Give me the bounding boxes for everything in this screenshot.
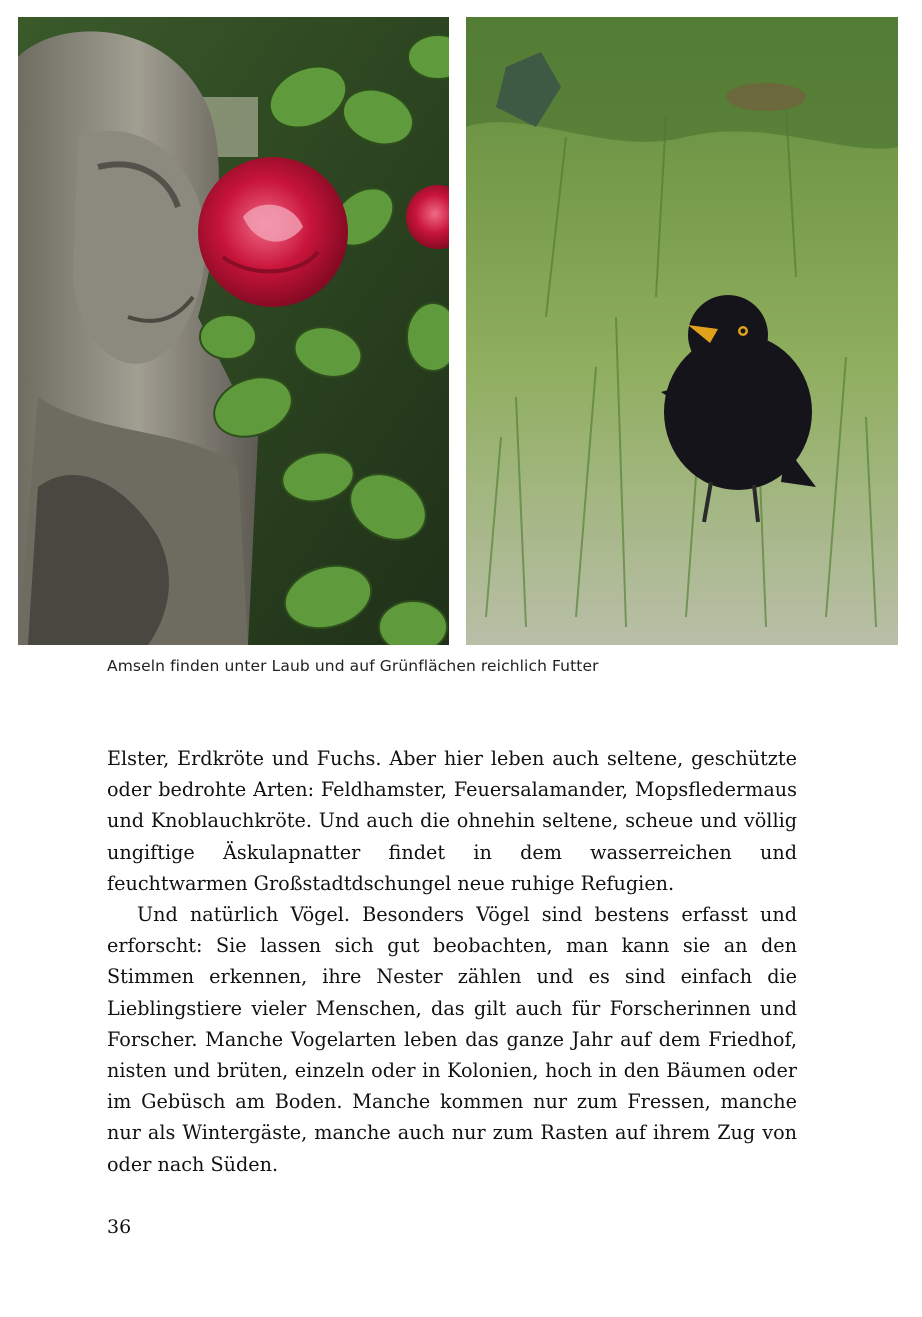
blackbird-illustration (466, 17, 898, 645)
figure-caption: Amseln finden unter Laub und auf Grünflächen reichlich Futter (107, 657, 599, 675)
paragraph-2: Und natürlich Vögel. Besonders Vögel sind bestens erfasst und erforscht: Sie lassen sich gut beobachten, man kann sie an den Stimmen erkennen, ihre Nester zählen und es sind einfach die Lieblingstiere vieler Menschen, das gilt auch für Forscherinnen und Forscher. Manche Vogelarten leben das ganze Jahr auf dem Friedhof, nisten und brüten, einzeln oder in Kolonien, hoch in den Bäumen oder im Gebüsch am Boden. Manche kommen nur zum Fressen, manche nur als Wintergäste, manche auch nur zum Rasten auf ihrem Zug von oder nach Süden. (107, 903, 797, 1176)
photo-statue-with-rose (18, 17, 449, 645)
photo-blackbird-on-grass (466, 17, 898, 645)
body-text (107, 743, 797, 1180)
page-number: 36 (107, 1216, 132, 1238)
paragraph-1: Elster, Erdkröte und Fuchs. Aber hier leben auch seltene, geschützte oder bedrohte Arten: Feldhamster, Feuersalamander, Mopsfledermaus und Knoblauchkröte. Und auch die ohnehin seltene, scheue und völlig ungiftige Äskulapnatter findet in dem wasserreichen und feuchtwarmen Großstadtdschungel neue ruhige Refugien. (107, 747, 797, 895)
statue-rose-illustration (18, 17, 449, 645)
